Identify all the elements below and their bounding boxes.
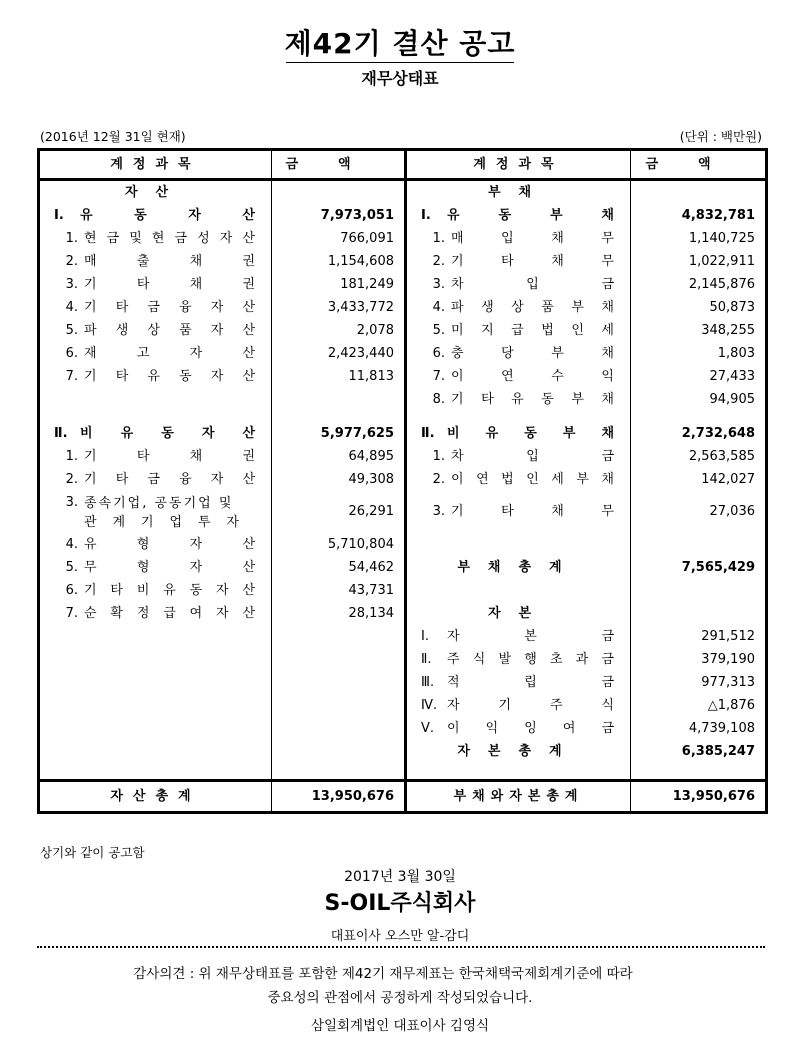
account-label: 적 립 금 [447, 675, 614, 690]
item-number: 5. [65, 560, 78, 575]
account-label: 기 타 채 무 [451, 254, 614, 269]
table-row [39, 468, 767, 491]
amount-cell: 11,813 [272, 365, 406, 388]
account-label: 순 확 정 급 여 자 산 [84, 606, 255, 621]
account-label: 유 동 자 산 [80, 208, 255, 223]
amount-cell: 2,423,440 [272, 342, 406, 365]
title-underline [286, 62, 514, 63]
amount-cell: 348,255 [631, 319, 767, 342]
amount-cell: 766,091 [272, 227, 406, 250]
section-liabilities: 부채 [406, 180, 631, 205]
item-number: Ⅰ. [421, 629, 429, 644]
table-row [39, 319, 767, 342]
amount-cell: 1,022,911 [631, 250, 767, 273]
header-account: 계정과목 [39, 150, 272, 180]
amount-cell: 28,134 [272, 602, 406, 625]
auditor-name: 삼일회계법인 대표이사 김영식 [310, 1018, 490, 1034]
equity-total-label: 자본총계 [406, 740, 631, 763]
item-number: 6. [432, 346, 445, 361]
item-number: 4. [432, 300, 445, 315]
section-assets: 자산 [39, 180, 272, 205]
amount-cell: 27,433 [631, 365, 767, 388]
amount-cell: 4,832,781 [631, 204, 767, 227]
account-label [84, 492, 271, 532]
account-label: 기 타 채 권 [84, 277, 255, 292]
amount-cell: 181,249 [272, 273, 406, 296]
table-row [39, 388, 767, 411]
account-label: 현 금 및 현 금 성 자 산 [84, 231, 255, 246]
account-label: 기 타 채 무 [451, 504, 614, 519]
table-row [39, 625, 767, 648]
amount-cell: 13,950,676 [272, 781, 406, 813]
liabilities-total-label: 부채총계 [406, 556, 631, 579]
account-label: 비 유 동 자 산 [80, 426, 255, 441]
account-label: 주 식 발 행 초 과 금 [447, 652, 614, 667]
table-row [39, 204, 767, 227]
item-number: 6. [65, 583, 78, 598]
audit-opinion-line2: 중요성의 관점에서 공정하게 작성되었습니다. [267, 990, 533, 1006]
amount-cell: 1,154,608 [272, 250, 406, 273]
table-row [39, 579, 767, 602]
item-number: 2. [432, 254, 445, 269]
company-name: S-OIL주식회사 [324, 891, 476, 916]
liab-equity-total-label: 부채와자본총계 [406, 781, 631, 813]
balance-sheet-table [37, 148, 768, 814]
amount-cell: 94,905 [631, 388, 767, 411]
table-row [39, 411, 767, 422]
table-row [39, 763, 767, 781]
amount-cell: 4,739,108 [631, 717, 767, 740]
dotted-divider [37, 946, 765, 948]
account-label: 매 출 채 권 [84, 254, 255, 269]
table-row [39, 342, 767, 365]
account-label: 기 타 금 융 자 산 [84, 472, 255, 487]
item-number: Ⅱ. [421, 652, 432, 667]
amount-cell: 27,036 [631, 491, 767, 533]
item-number: Ⅲ. [421, 675, 435, 690]
table-row [39, 227, 767, 250]
item-number: 3. [65, 495, 78, 510]
amount-cell: 2,732,648 [631, 422, 767, 445]
header-amount: 금액 [631, 150, 767, 180]
account-label: 이 연 수 익 [451, 369, 614, 384]
table-row [39, 445, 767, 468]
label-line2: 관 계 기 업 투 자 [84, 515, 239, 530]
table-row [39, 694, 767, 717]
account-label: 기 타 비 유 동 자 산 [84, 583, 255, 598]
amount-cell: 2,563,585 [631, 445, 767, 468]
table-row [39, 491, 767, 533]
item-number: 2. [432, 472, 445, 487]
item-number: 7. [65, 606, 78, 621]
item-number: 1. [432, 449, 445, 464]
amount-cell: 5,710,804 [272, 533, 406, 556]
account-label: 파 생 상 품 자 산 [84, 323, 255, 338]
table-row [39, 365, 767, 388]
amount-cell: 49,308 [272, 468, 406, 491]
item-number: 3. [432, 277, 445, 292]
amount-cell: 142,027 [631, 468, 767, 491]
amount-cell: 26,291 [272, 491, 406, 533]
account-label: 유 형 자 산 [84, 537, 255, 552]
header-amount: 금액 [272, 150, 406, 180]
account-label: 미 지 급 법 인 세 [451, 323, 614, 338]
amount-cell: 50,873 [631, 296, 767, 319]
amount-cell: 291,512 [631, 625, 767, 648]
amount-cell: 977,313 [631, 671, 767, 694]
amount-cell: 54,462 [272, 556, 406, 579]
account-label: 차 입 금 [451, 277, 614, 292]
amount-cell: 43,731 [272, 579, 406, 602]
item-number: 1. [65, 231, 78, 246]
announcement-date: 2017년 3월 30일 [344, 869, 456, 885]
table-row [39, 740, 767, 763]
account-label: 차 입 금 [451, 449, 614, 464]
item-number: 4. [65, 537, 78, 552]
item-number: 5. [65, 323, 78, 338]
table-row [39, 781, 767, 813]
account-label: 기 타 유 동 자 산 [84, 369, 255, 384]
amount-cell: 6,385,247 [631, 740, 767, 763]
table-row [39, 150, 767, 180]
amount-cell: 5,977,625 [272, 422, 406, 445]
table-row [39, 556, 767, 579]
account-label: 유 동 부 채 [447, 208, 614, 223]
amount-cell: 7,973,051 [272, 204, 406, 227]
amount-cell: 7,565,429 [631, 556, 767, 579]
statement-subtitle: 재무상태표 [361, 69, 439, 88]
amount-cell: 3,433,772 [272, 296, 406, 319]
account-label: 매 입 채 무 [451, 231, 614, 246]
item-number: 8. [432, 392, 445, 407]
table-row [39, 273, 767, 296]
account-label: 이 연 법 인 세 부 채 [451, 472, 614, 487]
item-number: 2. [65, 254, 78, 269]
item-number: 3. [432, 504, 445, 519]
item-number: 1. [65, 449, 78, 464]
table-row [39, 648, 767, 671]
audit-opinion-line1: 감사의견 : 위 재무상태표를 포함한 제42기 재무제표는 한국채택국제회계기준에 따라 [133, 966, 633, 982]
account-label: 기 타 금 융 자 산 [84, 300, 255, 315]
amount-cell: 2,078 [272, 319, 406, 342]
account-label: 기 타 채 권 [84, 449, 255, 464]
table-row [39, 717, 767, 740]
ceo-name: 대표이사 오스만 알-감디 [330, 929, 470, 944]
table-row [39, 422, 767, 445]
account-label: 기 타 유 동 부 채 [451, 392, 614, 407]
item-number: 3. [65, 277, 78, 292]
table-row [39, 671, 767, 694]
amount-cell: △1,876 [631, 694, 767, 717]
account-label: 비 유 동 부 채 [447, 426, 614, 441]
account-label: 자 기 주 식 [447, 698, 614, 713]
account-label: 재 고 자 산 [84, 346, 255, 361]
amount-cell: 1,803 [631, 342, 767, 365]
account-label: 충 당 부 채 [451, 346, 614, 361]
item-number: 6. [65, 346, 78, 361]
table-row [39, 180, 767, 205]
section-equity: 자본 [406, 602, 631, 625]
item-number: 5. [432, 323, 445, 338]
amount-cell: 2,145,876 [631, 273, 767, 296]
item-number: Ⅰ. [54, 208, 64, 223]
amount-cell: 1,140,725 [631, 227, 767, 250]
table-row [39, 602, 767, 625]
item-number: 7. [432, 369, 445, 384]
account-label: 이 익 잉 여 금 [447, 721, 614, 736]
item-number: 7. [65, 369, 78, 384]
amount-cell: 379,190 [631, 648, 767, 671]
item-number: Ⅱ. [54, 426, 68, 441]
assets-total-label: 자산총계 [39, 781, 272, 813]
item-number: 4. [65, 300, 78, 315]
table-row [39, 250, 767, 273]
item-number: Ⅰ. [421, 208, 431, 223]
item-number: Ⅳ. [421, 698, 438, 713]
notice-title: 제42기 결산 공고 [284, 27, 516, 60]
label-line1: 종속기업, 공동기업 및 [84, 496, 234, 511]
account-label: 무 형 자 산 [84, 560, 255, 575]
account-label: 파 생 상 품 부 채 [451, 300, 614, 315]
amount-cell [631, 602, 767, 625]
item-number: 1. [432, 231, 445, 246]
table-row [39, 533, 767, 556]
unit-note: (단위 : 백만원) [679, 129, 762, 144]
amount-cell: 13,950,676 [631, 781, 767, 813]
announcement-note: 상기와 같이 공고함 [40, 845, 145, 860]
item-number: 2. [65, 472, 78, 487]
item-number: Ⅴ. [421, 721, 435, 736]
account-label: 자 본 금 [447, 629, 614, 644]
header-account: 계정과목 [406, 150, 631, 180]
table-row [39, 296, 767, 319]
amount-cell: 64,895 [272, 445, 406, 468]
as-of-date: (2016년 12월 31일 현재) [40, 129, 186, 144]
item-number: Ⅱ. [421, 426, 435, 441]
